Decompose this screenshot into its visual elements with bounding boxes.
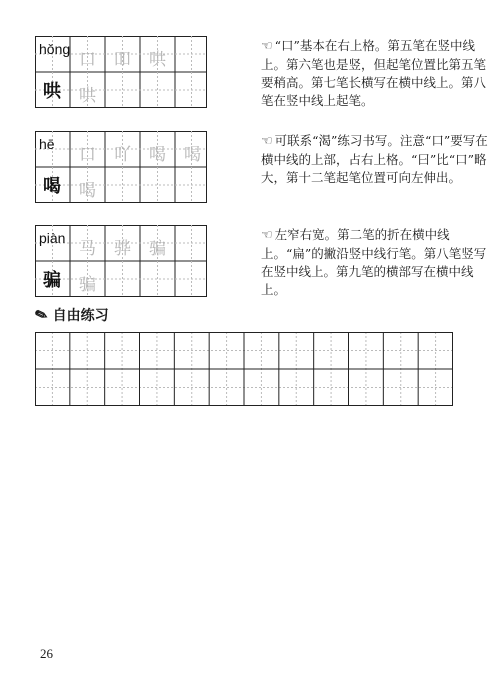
pinyin: hǒng (39, 41, 71, 57)
pointing-hand-icon: ☜ (261, 134, 273, 149)
pointing-hand-icon: ☜ (261, 39, 273, 54)
pinyin: hē (39, 136, 55, 152)
pinyin: piàn (39, 230, 66, 246)
trace-stroke: 口 (79, 50, 96, 70)
writing-tip (261, 132, 490, 187)
trace-character: 骗 (79, 275, 96, 295)
pointing-hand-icon: ☜ (261, 228, 273, 243)
free-practice-grid[interactable] (35, 332, 453, 406)
trace-stroke: 骗 (149, 239, 166, 259)
tip-text: 左窄右宽。第二笔的折在横中线上。“扁”的撇沿竖中线行笔。第八笔竖写在竖中线上。第九笔的横部写在横中线上。 (261, 227, 487, 297)
character: 喝 (43, 176, 61, 197)
page-number: 26 (40, 646, 53, 661)
tip-text: “口”基本在右上格。第五笔在竖中线上。第六笔也是竖，但起笔位置比第五笔要稍高。第七笔长横写在横中线上。第八笔在竖中线上起笔。 (261, 38, 487, 108)
trace-stroke: 骅 (114, 239, 131, 259)
writing-tip (261, 37, 490, 110)
trace-stroke: 喝 (184, 145, 201, 165)
trace-character: 喝 (79, 181, 96, 201)
tip-text: 可联系“渴”练习书写。注意“口”要写在横中线的上部，占右上格。“曰”比“口”略大，第十二笔起笔位置可向左伸出。 (261, 133, 488, 185)
pencil-icon: ✎ (32, 305, 51, 326)
free-practice-title: 自由练习 (52, 307, 109, 323)
trace-stroke: 喝 (149, 145, 166, 165)
free-practice-heading (32, 305, 109, 326)
trace-stroke: 吅 (114, 50, 131, 70)
trace-stroke: 吖 (114, 145, 131, 165)
trace-stroke: 哄 (149, 50, 166, 70)
trace-character: 哄 (79, 86, 96, 106)
writing-tip (261, 226, 490, 299)
character: 骗 (43, 270, 61, 291)
trace-stroke: 口 (79, 145, 96, 165)
trace-stroke: 马 (79, 239, 96, 259)
character: 哄 (43, 81, 61, 102)
